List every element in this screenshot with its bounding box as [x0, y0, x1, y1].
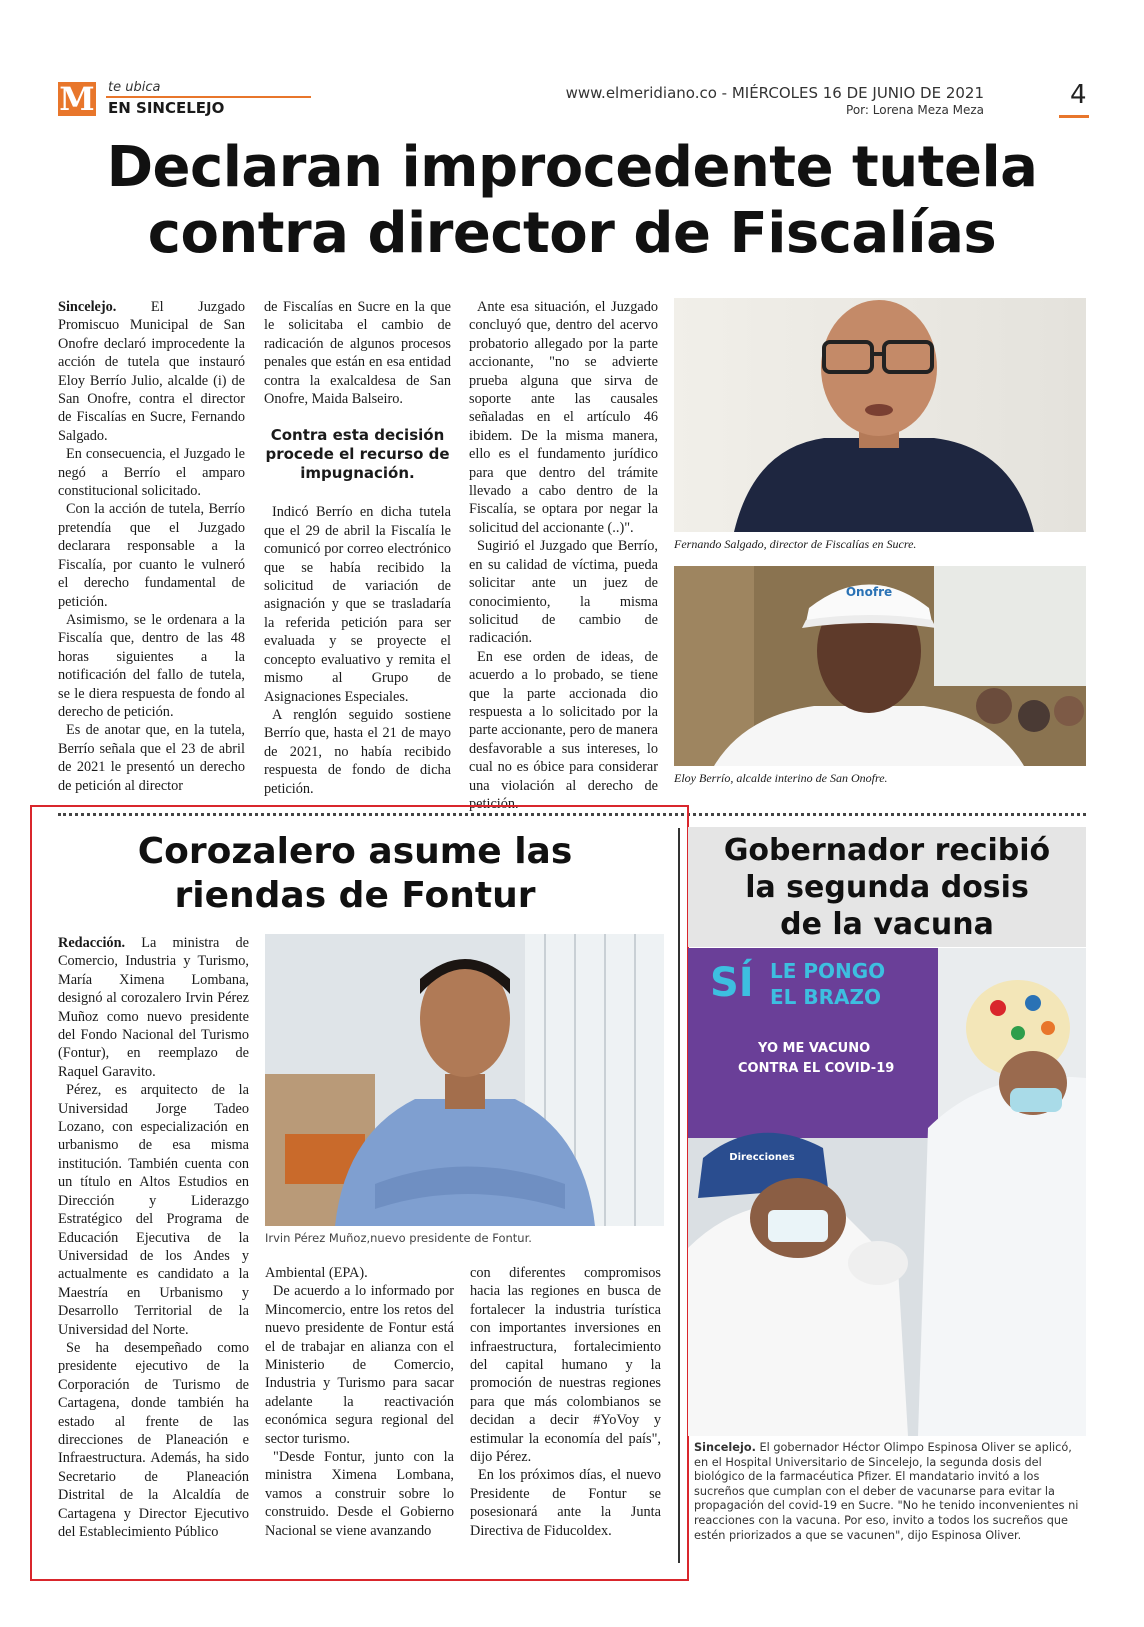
gobernador-headline-line3: de la vacuna	[780, 907, 994, 942]
paragraph: En ese orden de ideas, de acuerdo a lo probado, se tiene que la parte accionada dio respuesta a lo solicitado por la parte accionante, pero de manera desfavorable a sus intereses, lo cual no es óbice para considerar una violación al derecho de petición.	[469, 648, 658, 812]
newspaper-logo: M	[59, 80, 95, 118]
paragraph: En consecuencia, el Juzgado le negó a Berrío el amparo constitucional solicitado.	[58, 446, 245, 500]
cap-logo-text: Onofre	[845, 585, 893, 599]
header-rule	[106, 96, 311, 98]
paragraph: Ambiental (EPA).	[265, 1265, 368, 1281]
fontur-headline-line1: Corozalero asume las	[137, 831, 573, 872]
paragraph: Con la acción de tutela, Berrío pretendía que el Juzgado declarara responsable a la Fiscalía, por cuanto le vulneró el derecho fundamental de petición.	[58, 501, 245, 610]
paragraph: Ante esa situación, el Juzgado concluyó que, dentro del acervo probatorio allegado por la parte accionante, "no se advierte prueba alguna que sirva de soporte ante las causales señaladas en el artículo 46 ibidem. De la misma manera, ello es el fundamento jurídico para que dentro del trámite llevado a cabo dentro de la Fiscalía, se optara por negar la solicitud del accionante (..)".	[469, 299, 658, 536]
page-number: 4	[1070, 80, 1087, 110]
banner-si-text: SÍ	[710, 960, 754, 1006]
vaccination-caption	[694, 1441, 1082, 1543]
paragraph: Sugirió el Juzgado que Berrío, en su calidad de víctima, pueda solicitar ante un juez de conocimiento, la misma solicitud de cambio de radicación.	[469, 538, 658, 647]
main-story-col2	[264, 298, 451, 798]
banner-text: YO ME VACUNO	[758, 1041, 871, 1056]
paragraph: El Juzgado Promiscuo Municipal de San Onofre declaró improcedente la acción de tutela que instauró Eloy Berrío Julio, alcalde (i) de San Onofre, contra el director de Fiscalías en Sucre, Fernando Salgado.	[58, 299, 245, 444]
photo-vaccination	[688, 948, 1086, 1436]
banner-text: LE PONGO	[770, 959, 886, 983]
banner-text: EL BRAZO	[770, 985, 881, 1009]
caption-text: El gobernador Héctor Olimpo Espinosa Oliver se aplicó, en el Hospital Universitario de Sincelejo, la segunda dosis del biológico de la farmacéutica Pfizer. El mandatario invitó a los sucreños que cumplan con el deber de vacunarse para evitar la propagación del covid-19 en Sucre. "No he tenido inconvenientes ni reacciones con la vacuna. Por eso, invito a todos los sucreños que estén priorizados a que se vacunen", dijo Espinosa Oliver.	[694, 1441, 1079, 1542]
dateline-lead: Redacción.	[58, 935, 126, 951]
main-story-col1	[58, 298, 245, 795]
paragraph: de Fiscalías en Sucre en la que le solicitaba el cambio de radicación de algunos procesos penales que están en esa entidad contra la exalcaldesa de San Onofre, Maida Balseiro.	[264, 299, 451, 408]
gobernador-headline-line1: Gobernador recibió	[723, 833, 1051, 868]
main-headline-line1: Declaran improcedente tutela	[106, 135, 1038, 200]
cap-text: Direcciones	[729, 1152, 795, 1163]
column-divider	[678, 828, 680, 1563]
paragraph: con diferentes compromisos hacia las regiones en busca de fortalecer la industria turística con importantes inversiones en infraestructura, fortalecimiento del capital humano y la promoción de nuestras regiones para que más colombianos se decidan a decir #YoVoy y estimular la economía del país", dijo Pérez.	[470, 1265, 661, 1466]
section-name: EN SINCELEJO	[108, 99, 225, 117]
main-headline-line2: contra director de Fiscalías	[147, 201, 997, 266]
fontur-col1	[58, 934, 249, 1541]
photo-caption: Irvin Pérez Muñoz,nuevo presidente de Fontur.	[265, 1231, 532, 1245]
paragraph: Asimismo, se le ordenara a la Fiscalía que, dentro de las 48 horas siguientes a la notificación del fallo de tutela, se le diera respuesta de fondo al derecho de petición.	[58, 611, 245, 720]
dateline-lead: Sincelejo.	[694, 1441, 756, 1454]
gobernador-headline-line2: la segunda dosis	[745, 870, 1029, 905]
banner-text: CONTRA EL COVID-19	[738, 1061, 895, 1076]
paragraph: "Desde Fontur, junto con la ministra Ximena Lombana, vamos a construir sobre lo construido. Desde el Gobierno Nacional se viene avanzando	[265, 1449, 454, 1539]
section-kicker: te ubica	[108, 80, 161, 95]
fontur-headline-line2: riendas de Fontur	[174, 875, 536, 916]
paragraph: En los próximos días, el nuevo Presidente de Fontur se posesionará ante la Junta Directiva de Fiducoldex.	[470, 1467, 661, 1539]
pull-quote: Contra esta decisión procede el recurso de impugnación.	[265, 426, 450, 483]
paragraph: Pérez, es arquitecto de la Universidad Jorge Tadeo Lozano, con especialización en urbanismo de esa misma institución. También cuenta con un título en Altos Estudios en Dirección y Liderazgo Estratégico del Programa de Educación Ejecutiva de la Universidad de los Andes y actualmente es candidato a la Maestría en Urbanismo y Desarrollo Territorial de la Universidad del Norte.	[58, 1082, 249, 1338]
paragraph: La ministra de Comercio, Industria y Turismo, María Ximena Lombana, designó al corozalero Irvin Pérez Muñoz como nuevo presidente del Fondo Nacional del Turismo (Fontur), en reemplazo de Raquel Garavito.	[58, 935, 249, 1080]
photo-irvin-perez	[265, 934, 664, 1226]
dateline-lead: Sincelejo.	[58, 299, 117, 315]
dateline: www.elmeridiano.co - MIÉRCOLES 16 DE JUNIO DE 2021	[565, 84, 984, 102]
photo-caption: Eloy Berrío, alcalde interino de San Onofre.	[674, 771, 888, 785]
fontur-col2	[265, 1264, 454, 1540]
photo-caption: Fernando Salgado, director de Fiscalías en Sucre.	[674, 537, 917, 551]
fontur-headline	[40, 830, 670, 918]
paragraph: Es de anotar que, en la tutela, Berrío señala que el 23 de abril de 2021 le presentó un derecho de petición al director	[58, 722, 245, 794]
paragraph: A renglón seguido sostiene Berrío que, hasta el 21 de mayo de 2021, no había recibido respuesta de fondo de dicha petición.	[264, 706, 451, 797]
gobernador-headline	[688, 832, 1086, 943]
paragraph: Se ha desempeñado como presidente ejecutivo de la Corporación de Turismo de Cartagena, donde también ha estado al frente de las direcciones de Planeación e Infraestructura. Además, ha sido Secretario de Planeación Distrital de la Alcaldía de Cartagena y Director Ejecutivo del Establecimiento Público	[58, 1339, 249, 1540]
main-story-col3	[469, 298, 658, 813]
paragraph: Indicó Berrío en dicha tutela que el 29 de abril la Fiscalía le comunicó por correo electrónico que se había recibido la solicitud de variación de asignación y que se trasladaría la referida petición para ser evaluada y se proyecte el concepto evaluativo y remita el mismo al Grupo de Asignaciones Especiales.	[264, 504, 451, 705]
photo-fernando-salgado	[674, 298, 1086, 532]
page-number-rule	[1059, 115, 1089, 118]
fontur-col3	[470, 1264, 661, 1540]
byline: Por: Lorena Meza Meza	[846, 103, 984, 117]
paragraph: De acuerdo a lo informado por Mincomercio, entre los retos del nuevo presidente de Fontur está el de trabajar en alianza con el Ministerio de Comercio, Industria y Turismo para sacar adelante la reactivación económica segura regional del sector turismo.	[265, 1283, 454, 1447]
main-headline	[40, 135, 1104, 267]
photo-eloy-berrio	[674, 566, 1086, 766]
